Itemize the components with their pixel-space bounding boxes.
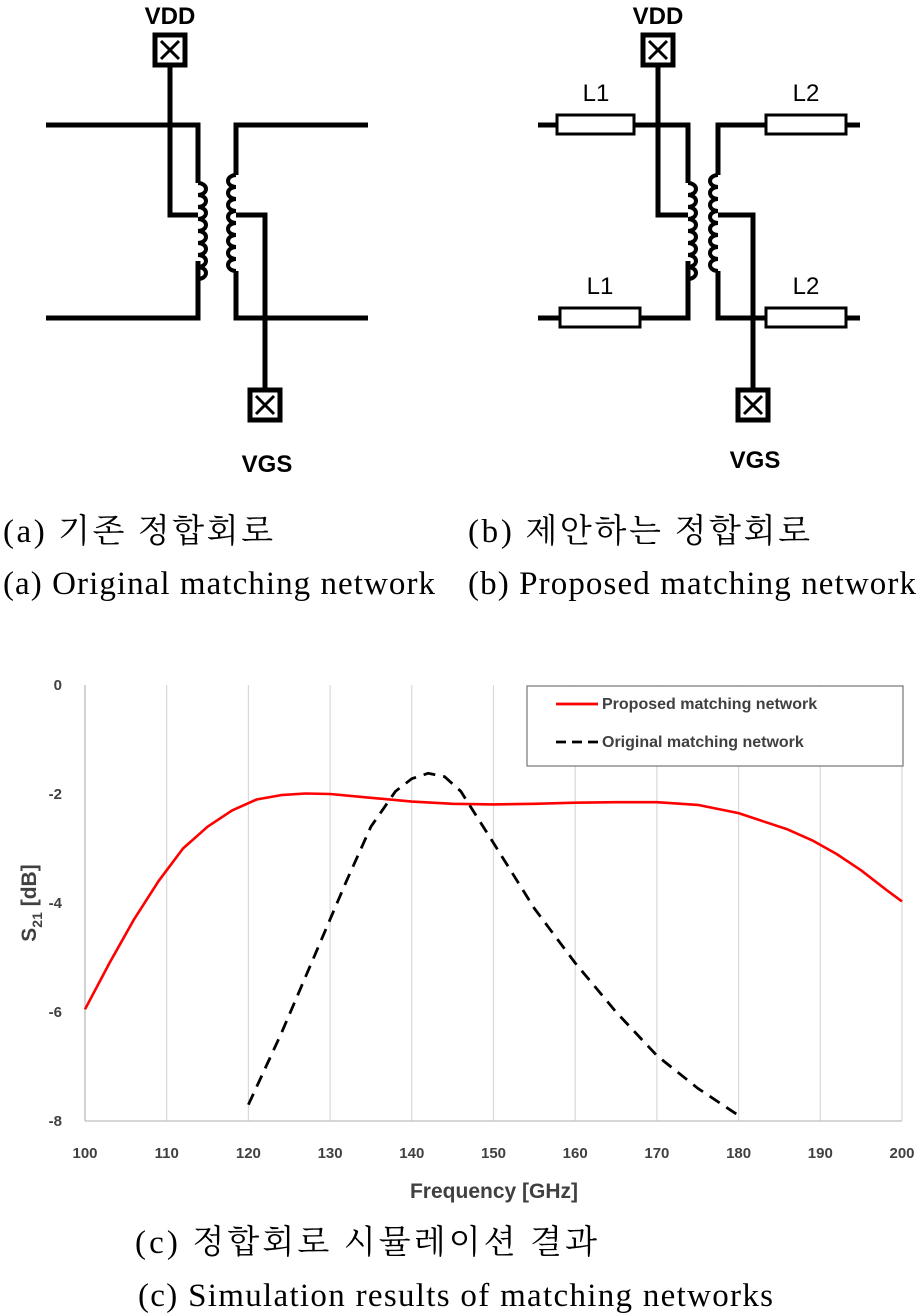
primary-wire-a xyxy=(46,65,198,318)
inductor-l2-bottom xyxy=(766,308,846,327)
secondary-wire-b xyxy=(718,125,766,390)
s21-chart xyxy=(18,677,915,1203)
x-tick-label: 120 xyxy=(235,1145,261,1162)
inductor-l1-top xyxy=(557,115,634,134)
vdd-pad-a xyxy=(155,35,185,65)
vdd-label-a: VDD xyxy=(144,3,196,30)
x-tick-label: 130 xyxy=(317,1145,343,1162)
l2-label-bottom: L2 xyxy=(792,273,820,300)
y-tick-label: 0 xyxy=(53,677,62,694)
caption-c-kr: (c) 정합회로 시뮬레이션 결과 xyxy=(135,1225,597,1261)
x-tick-label: 110 xyxy=(154,1145,179,1162)
x-axis-title: Frequency [GHz] xyxy=(409,1180,579,1203)
circuit-a xyxy=(46,35,368,420)
x-tick-label: 100 xyxy=(72,1145,98,1162)
y-axis-title xyxy=(18,864,45,941)
y-tick-label: -6 xyxy=(48,1004,62,1021)
vgs-label-a: VGS xyxy=(241,451,293,478)
vdd-pad-b xyxy=(643,35,673,65)
x-tick-label: 180 xyxy=(726,1145,752,1162)
caption-a-kr: (a) 기존 정합회로 xyxy=(3,514,273,550)
vgs-label-b: VGS xyxy=(729,447,781,474)
caption-b-kr: (b) 제안하는 정합회로 xyxy=(468,514,810,550)
x-tick-label: 150 xyxy=(480,1145,507,1162)
secondary-coil-a xyxy=(228,175,236,271)
x-tick-label: 140 xyxy=(399,1145,425,1162)
legend-label-1: Proposed matching network xyxy=(602,696,818,713)
x-tick-label: 190 xyxy=(807,1145,833,1162)
vgs-pad-a xyxy=(250,390,280,420)
secondary-wire-a xyxy=(236,125,368,390)
y-tick-label: -4 xyxy=(48,895,62,912)
x-tick-label: 200 xyxy=(889,1145,915,1162)
caption-a-en: (a) Original matching network xyxy=(3,566,435,602)
legend-label-2: Original matching network xyxy=(602,734,804,751)
y-axis-title-main: S xyxy=(18,927,41,942)
l2-label-top: L2 xyxy=(792,80,820,107)
inductor-l2-top xyxy=(766,115,846,134)
primary-wire-b xyxy=(634,65,688,318)
y-tick-label: -2 xyxy=(48,786,62,803)
x-tick-label: 170 xyxy=(644,1145,670,1162)
vgs-pad-b xyxy=(738,390,768,420)
caption-c-en: (c) Simulation results of matching networks xyxy=(138,1278,773,1314)
l1-label-bottom: L1 xyxy=(586,273,614,300)
secondary-coil-b xyxy=(710,175,718,271)
inductor-l1-bottom xyxy=(560,308,640,327)
y-tick-label: -8 xyxy=(48,1113,62,1130)
l1-label-top: L1 xyxy=(582,80,610,107)
chart-legend xyxy=(527,686,903,766)
x-tick-label: 160 xyxy=(562,1145,588,1162)
vdd-label-b: VDD xyxy=(632,3,684,30)
y-axis-title-sub: 21 xyxy=(29,912,45,928)
y-axis-title-unit: [dB] xyxy=(18,864,41,913)
caption-b-en: (b) Proposed matching network xyxy=(468,566,916,602)
